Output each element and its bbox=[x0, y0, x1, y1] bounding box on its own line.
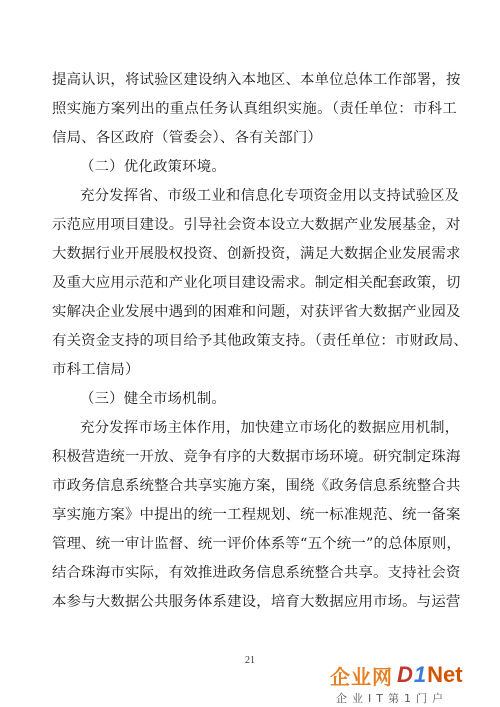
text-line: 示范应用项目建设。引导社会资本设立大数据产业发展基金，对 bbox=[52, 217, 461, 233]
watermark-tagline: 企业IT第1门户 bbox=[336, 692, 448, 705]
text-line: 照实施方案列出的重点任务认真组织实施。（责任单位：市科工 bbox=[52, 101, 457, 117]
text-line: 信局、各区政府（管委会）、各有关部门） bbox=[52, 130, 323, 146]
text-line: 本参与大数据公共服务体系建设，培育大数据应用市场。与运营 bbox=[52, 594, 461, 610]
text-line: 大数据行业开展股权投资、创新投资，满足大数据企业发展需求 bbox=[52, 246, 461, 262]
text-line: 提高认识，将试验区建设纳入本地区、本单位总体工作部署，按 bbox=[52, 72, 461, 88]
watermark-cn-name: 企业网 bbox=[330, 664, 393, 689]
text-line: 及重大应用示范和产业化项目建设需求。制定相关配套政策，切 bbox=[52, 275, 461, 291]
page-number: 21 bbox=[245, 655, 255, 666]
text-line: 结合珠海市实际，有效推进政务信息系统整合共享。支持社会资 bbox=[52, 565, 461, 581]
text-line: 充分发挥省、市级工业和信息化专项资金用以支持试验区及 bbox=[80, 188, 460, 204]
text-line: 市政务信息系统整合共享实施方案，围绕《政务信息系统整合共 bbox=[52, 478, 461, 494]
text-line: 积极营造统一开放、竞争有序的大数据市场环境。研究制定珠海 bbox=[52, 449, 461, 465]
section-heading: （三）健全市场机制。 bbox=[80, 391, 226, 407]
text-line: 充分发挥市场主体作用，加快建立市场化的数据应用机制， bbox=[80, 420, 460, 436]
text-line: 管理、统一审计监督、统一评价体系等“五个统一”的总体原则， bbox=[52, 536, 462, 552]
text-line: 实解决企业发展中遇到的困难和问题，对获评省大数据产业园及 bbox=[52, 304, 461, 320]
watermark-logo bbox=[330, 662, 500, 707]
text-line: 市科工信局） bbox=[52, 362, 140, 378]
text-line: 享实施方案》中提出的统一工程规划、统一标准规范、统一备案 bbox=[52, 507, 461, 523]
section-heading: （二）优化政策环境。 bbox=[80, 159, 226, 175]
d1net-logo-icon: D 1 Net bbox=[397, 662, 463, 687]
text-line: 有关资金支持的项目给予其他政策支持。（责任单位：市财政局、 bbox=[52, 333, 468, 349]
